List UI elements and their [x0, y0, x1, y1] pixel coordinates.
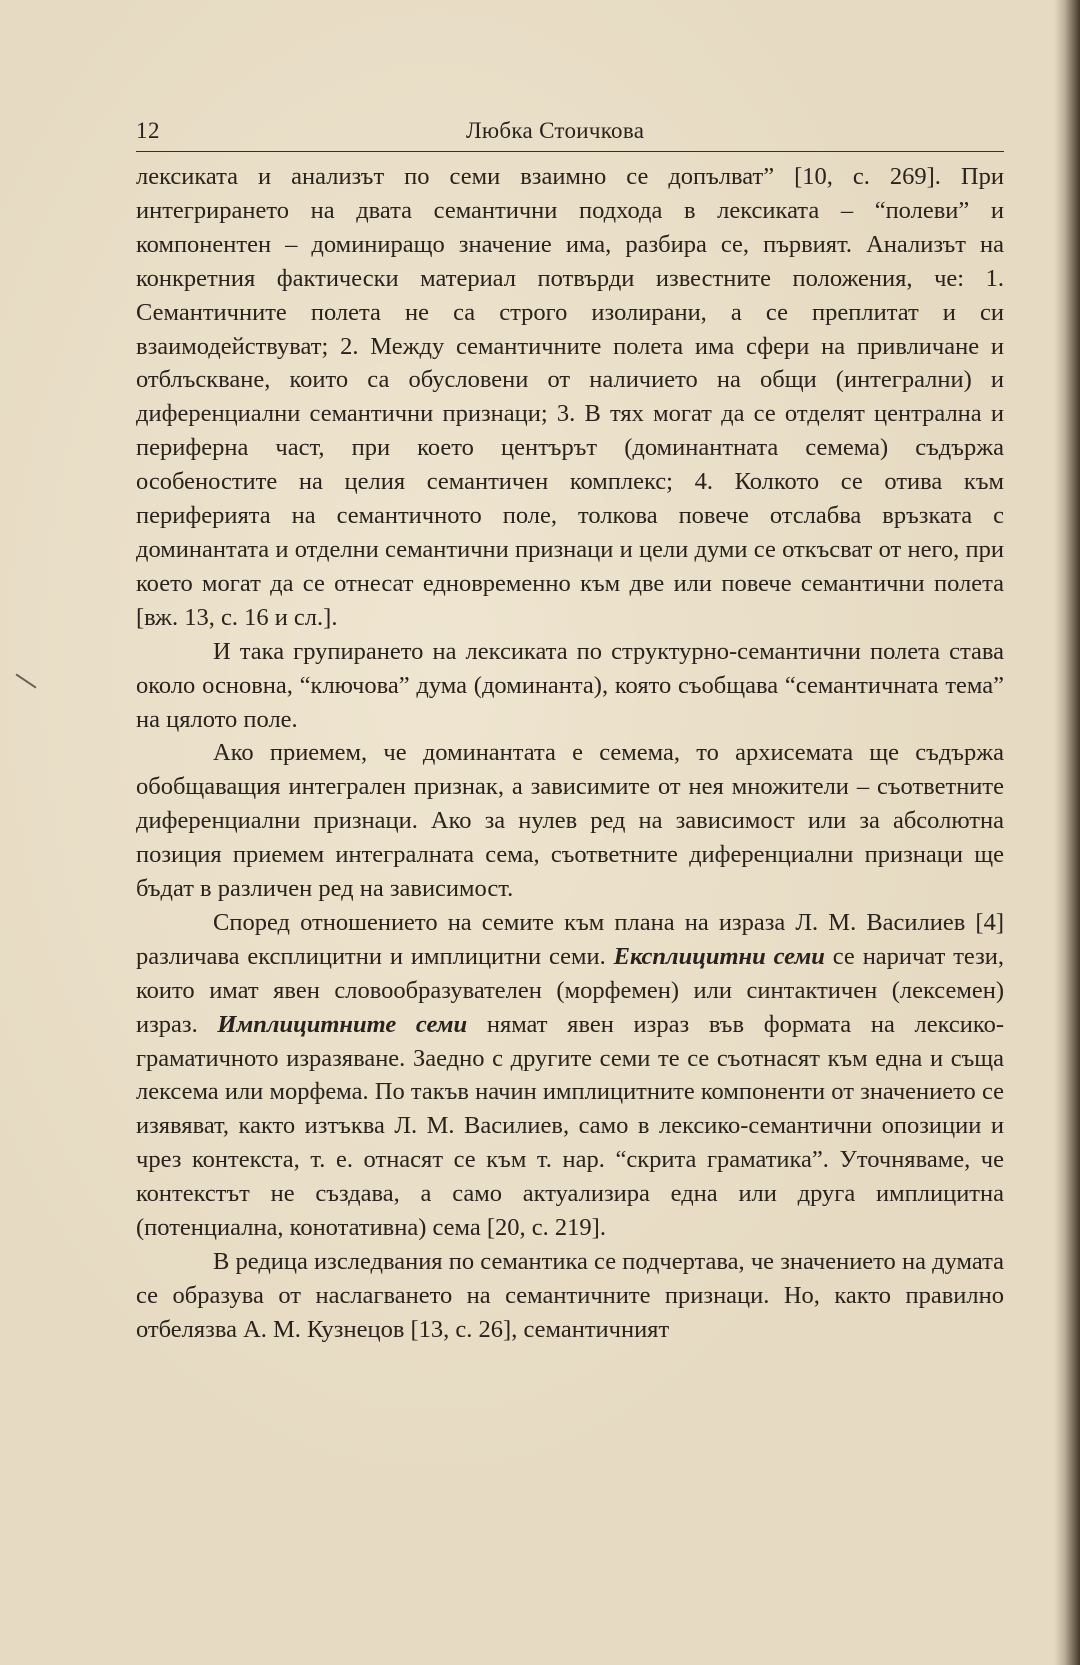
body-text: [136, 160, 1004, 1347]
paragraph-4-text-c: нямат явен израз във формата на лексико-граматичното изразяване. Заедно с другите семи те се съотнасят към една и съща лексема или морфема. По такъв начин имплицитните компоненти от значението се изявяват, както изтъква Л. М. Василиев, само в лексико-семантични опозиции и чрез контекста, т. е. отнасят се към т. нар. “скрита граматика”. Уточняваме, че контекстът не създава, а само актуализира една или друга имплицитна (потенциална, конотативна) сема [20, с. 219].: [136, 1010, 1004, 1242]
paragraph-5: В редица изследвания по семантика се подчертава, че значението на думата се образува от наслагването на семантичните признаци. Но, както правилно отбелязва А. М. Кузнецов [13, с. 26], семантичният: [136, 1248, 1004, 1343]
paragraph-3: Ако приемем, че доминантата е семема, то архисемата ще съдържа обобщаващия интегрален признак, а зависимите от нея множители – съответните диференциални признаци. Ако за нулев ред на зависимост или за абсолютна позиция приемем интегралната сема, съответните диференциални признаци ще бъдат в различен ред на зависимост.: [136, 739, 1004, 903]
header-rule: [136, 151, 1004, 152]
paragraph-4-text-b: се наричат тези, които имат явен словообразувателен (морфемен) или синтактичен (лексемен) израз.: [136, 942, 1004, 1038]
paragraph-2: И така групирането на лексиката по структурно-семантични полета става около основна, “ключова” дума (доминанта), която съобщава “семантичната тема” на цялото поле.: [136, 637, 1004, 733]
page-number: 12: [136, 118, 160, 143]
term-explicit-semes: Експлицитни семи: [613, 942, 825, 970]
running-header: [136, 118, 1006, 150]
running-head-author: Любка Стоичкова: [466, 118, 645, 143]
paragraph-4-text-a: Според отношението на семите към плана на израза Л. М. Василиев [4] различава експлицитни и имплицитни семи.: [136, 908, 1004, 970]
book-spine-shadow: [1054, 0, 1080, 1665]
paragraph-1: лексиката и анализът по семи взаимно се допълват” [10, с. 269]. При интегрирането на двата семантични подхода в лексиката – “полеви” и компонентен – доминиращо значение има, разбира се, първият. Анализът на конкретния фактически материал потвърди известните положения, че: 1. Семантичните полета не са строго изолирани, а се преплитат и си взаимодействуват; 2. Между семантичните полета има сфери на привличане и отблъскване, които са обусловени от наличието на общи (интегрални) и диференциални семантични признаци; 3. В тях могат да се отделят централна и периферна част, при което центърът (доминантната семема) съдържа особеностите на целия семантичен комплекс; 4. Колкото се отива към периферията на семантичното поле, толкова повече отслабва връзката с доминантата и отделни семантични признаци и цели думи се откъсват от него, при което могат да се отнесат едновременно към две или повече семантични полета [вж. 13, с. 16 и сл.].: [136, 163, 1004, 631]
term-implicit-semes: Имплицитните семи: [217, 1010, 468, 1038]
paragraph-4: [136, 906, 1004, 1245]
